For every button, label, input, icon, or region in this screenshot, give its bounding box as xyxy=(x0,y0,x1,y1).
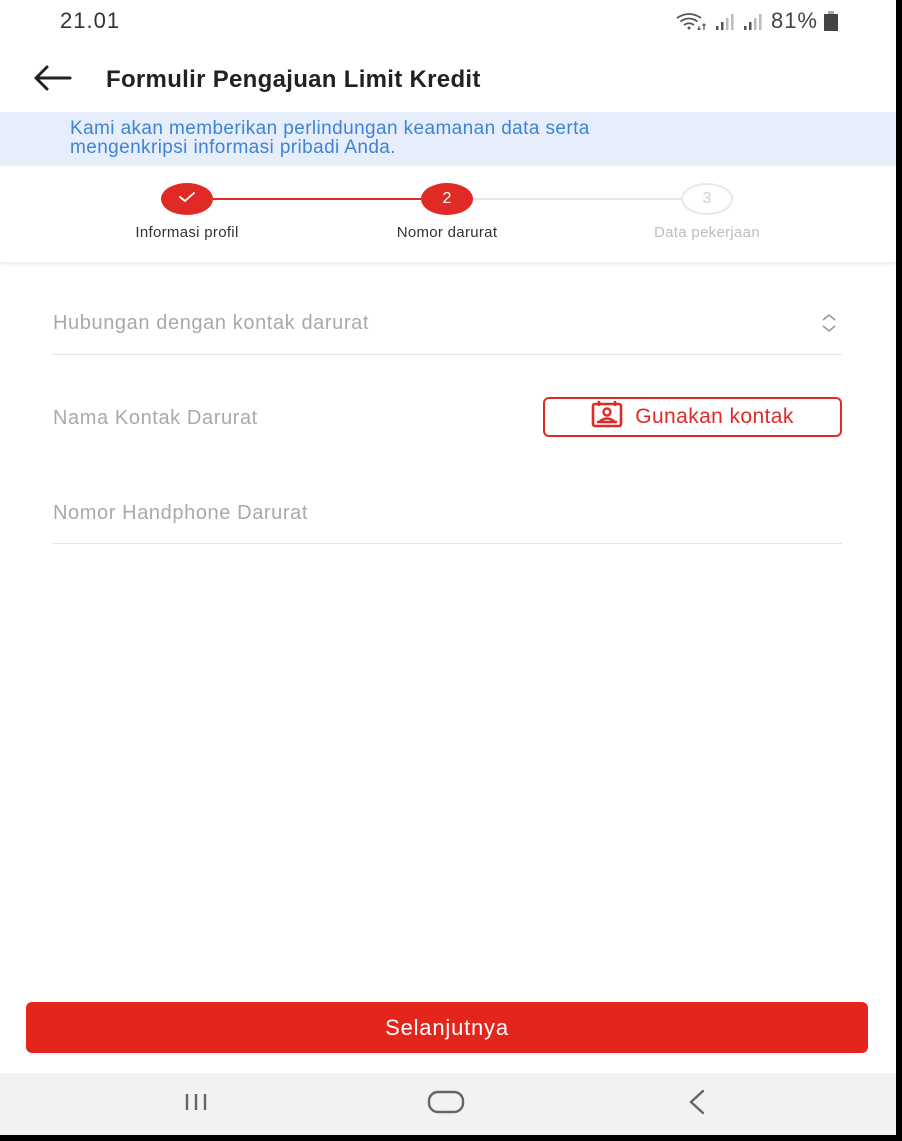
back-button[interactable] xyxy=(28,62,76,98)
step-2-indicator: 2 xyxy=(421,183,473,215)
banner-text-line1: Kami akan memberikan perlindungan keamanan data serta xyxy=(70,118,590,139)
step-2-label: Nomor darurat xyxy=(396,224,498,241)
relationship-placeholder: Hubungan dengan kontak darurat xyxy=(53,312,370,334)
banner-text-line2: mengenkripsi informasi pribadi Anda. xyxy=(70,137,396,158)
phone-placeholder: Nomor Handphone Darurat xyxy=(53,502,309,524)
signal-icon xyxy=(715,12,737,30)
step-1-indicator xyxy=(161,183,213,215)
status-time: 21.01 xyxy=(60,8,121,33)
check-icon xyxy=(177,190,197,209)
step-connector-completed xyxy=(212,198,422,200)
signal-icon xyxy=(743,12,765,30)
recent-apps-button[interactable] xyxy=(166,1089,226,1119)
app-bar xyxy=(0,50,896,110)
chevron-up-down-icon xyxy=(820,312,838,339)
contact-name-placeholder: Nama Kontak Darurat xyxy=(53,407,258,429)
recent-apps-icon xyxy=(179,1091,213,1118)
status-bar xyxy=(0,0,896,44)
status-icons xyxy=(675,8,838,34)
emergency-phone-input[interactable] xyxy=(53,498,842,544)
next-button[interactable] xyxy=(26,1002,868,1053)
battery-icon xyxy=(824,11,838,31)
relationship-select[interactable] xyxy=(53,310,842,355)
next-button-label: Selanjutnya xyxy=(385,1014,509,1040)
progress-stepper xyxy=(0,166,896,263)
contact-name-field[interactable] xyxy=(53,396,842,440)
chevron-left-icon xyxy=(685,1089,709,1120)
system-back-button[interactable] xyxy=(667,1089,727,1119)
step-connector-pending xyxy=(473,198,681,200)
arrow-left-icon xyxy=(32,64,72,97)
use-contact-button[interactable] xyxy=(543,397,842,437)
step-3-label: Data pekerjaan xyxy=(654,224,760,241)
use-contact-label: Gunakan kontak xyxy=(635,405,794,428)
wifi-icon xyxy=(675,12,709,30)
battery-percent: 81% xyxy=(770,8,818,33)
home-button[interactable] xyxy=(416,1089,476,1119)
home-icon xyxy=(427,1090,465,1119)
contact-card-icon xyxy=(591,400,623,434)
step-3-indicator: 3 xyxy=(681,183,733,215)
page-title: Formulir Pengajuan Limit Kredit xyxy=(106,66,481,93)
step-1-label: Informasi profil xyxy=(135,224,239,241)
security-notice-banner xyxy=(0,112,896,166)
system-navigation-bar xyxy=(0,1073,896,1135)
